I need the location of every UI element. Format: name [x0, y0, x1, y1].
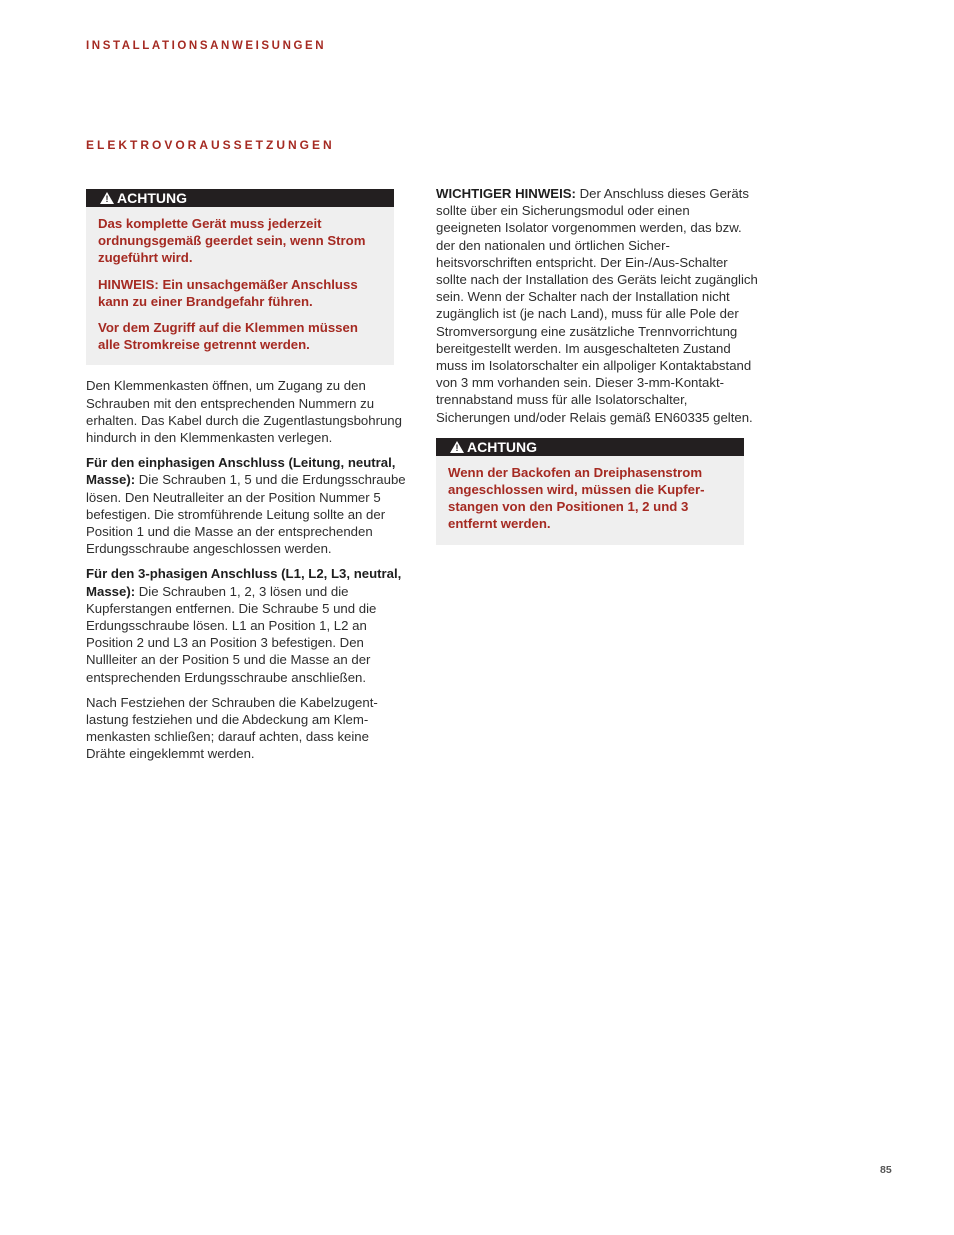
warning-text: Vor dem Zugriff auf die Klemmen müssen alle Stromkreise getrennt werden. — [98, 320, 358, 353]
important-notice-text: Der Anschluss dieses Geräts sollte über ein Sicherungsmodul oder einen geeigneten Isolator vorgenommen werden, das bzw. der den nationalen und örtlichen Sicherheitsvorschriften entspricht. Der Ein-/Aus-Schalter sollte nach der Installation des Geräts leicht zugänglich sein. Wenn der Schalter nach der Installation nicht zugänglich ist (je nach Land), muss für alle Pole der Stromversorgung eine zusätzliche Trennvorrichtung bereitgestellt werden. Im ausgeschalteten Zustand muss im Isolatorschalter ein allpoliger Kontaktabstand von 3 mm vorhanden sein. Dieser 3-mm-Kontakttrennabstand muss für alle Isolatorschalter, Sicherungen und/oder Relais gemäß EN60335 gelten. — [436, 186, 758, 425]
warning-box — [436, 438, 744, 545]
single-phase-lead: Für den einphasigen Anschluss (Leitung, neutral, Masse): — [86, 455, 396, 488]
warning-triangle-icon: ! — [450, 441, 464, 453]
three-phase-text: Die Schrauben 1, 2, 3 lösen und die Kupferstangen entfernen. Die Schraube 5 und die Erdungsschraube lösen. L1 an Position 1, L2 an Position 2 und L3 an Position 3 befestigen. Den Nullleiter an der Position 5 und die Masse an der entsprechenden Erdungsschraube anschließen. — [86, 583, 377, 685]
warning-text: Das komplette Gerät muss jederzeit ordnungsgemäß geerdet sein, wenn Strom zugeführt wird. — [98, 216, 366, 266]
intro-paragraph: Den Klemmenkasten öffnen, um Zugang zu den Schrauben mit den entsprechenden Nummern zu erhalten. Das Kabel durch die Zugentlastungsbohrung hindurch in den Klemmenkasten verlegen. — [86, 378, 402, 446]
three-phase-paragraph — [86, 565, 408, 685]
left-column — [86, 189, 408, 771]
page-number: 85 — [880, 1164, 892, 1176]
warning-body — [86, 207, 394, 365]
warning-text: HINWEIS: Ein unsachgemäßer Anschluss kann zu einer Brandgefahr führen. — [98, 276, 358, 309]
section-title: ELEKTROVORAUSSETZUNGEN — [86, 138, 335, 152]
warning-box — [86, 189, 394, 365]
warning-header — [86, 189, 394, 207]
running-head: INSTALLATIONSANWEISUNGEN — [86, 40, 327, 52]
warning-text: Wenn der Backofen an Dreiphasenstrom angeschlossen wird, müssen die Kupferstangen von den Positionen 1, 2 und 3 entfernt werden. — [448, 464, 705, 532]
warning-header — [436, 438, 744, 456]
warning-triangle-icon: ! — [100, 192, 114, 204]
important-notice-lead: WICHTIGER HINWEIS: — [436, 186, 576, 201]
warning-body — [436, 456, 744, 545]
single-phase-paragraph — [86, 454, 408, 557]
warning-label: ACHTUNG — [467, 438, 537, 455]
closing-paragraph: Nach Festziehen der Schrauben die Kabelzugentlastung festziehen und die Abdeckung am Klemmenkasten schließen; darauf achten, dass keine Drähte eingeklemmt werden. — [86, 694, 378, 762]
three-phase-lead: Für den 3-phasigen Anschluss (L1, L2, L3, neutral, Masse): — [86, 566, 402, 599]
right-column — [436, 185, 758, 545]
warning-label: ACHTUNG — [117, 190, 187, 206]
single-phase-text: Die Schrauben 1, 5 und die Erdungsschraube lösen. Den Neutralleiter an der Position Nummer 5 befestigen. Die stromführende Leitung sollte an der Position 1 und die Masse an der entsprechenden Erdungsschraube angeschlossen werden. — [86, 472, 406, 557]
important-notice-paragraph — [436, 185, 758, 426]
